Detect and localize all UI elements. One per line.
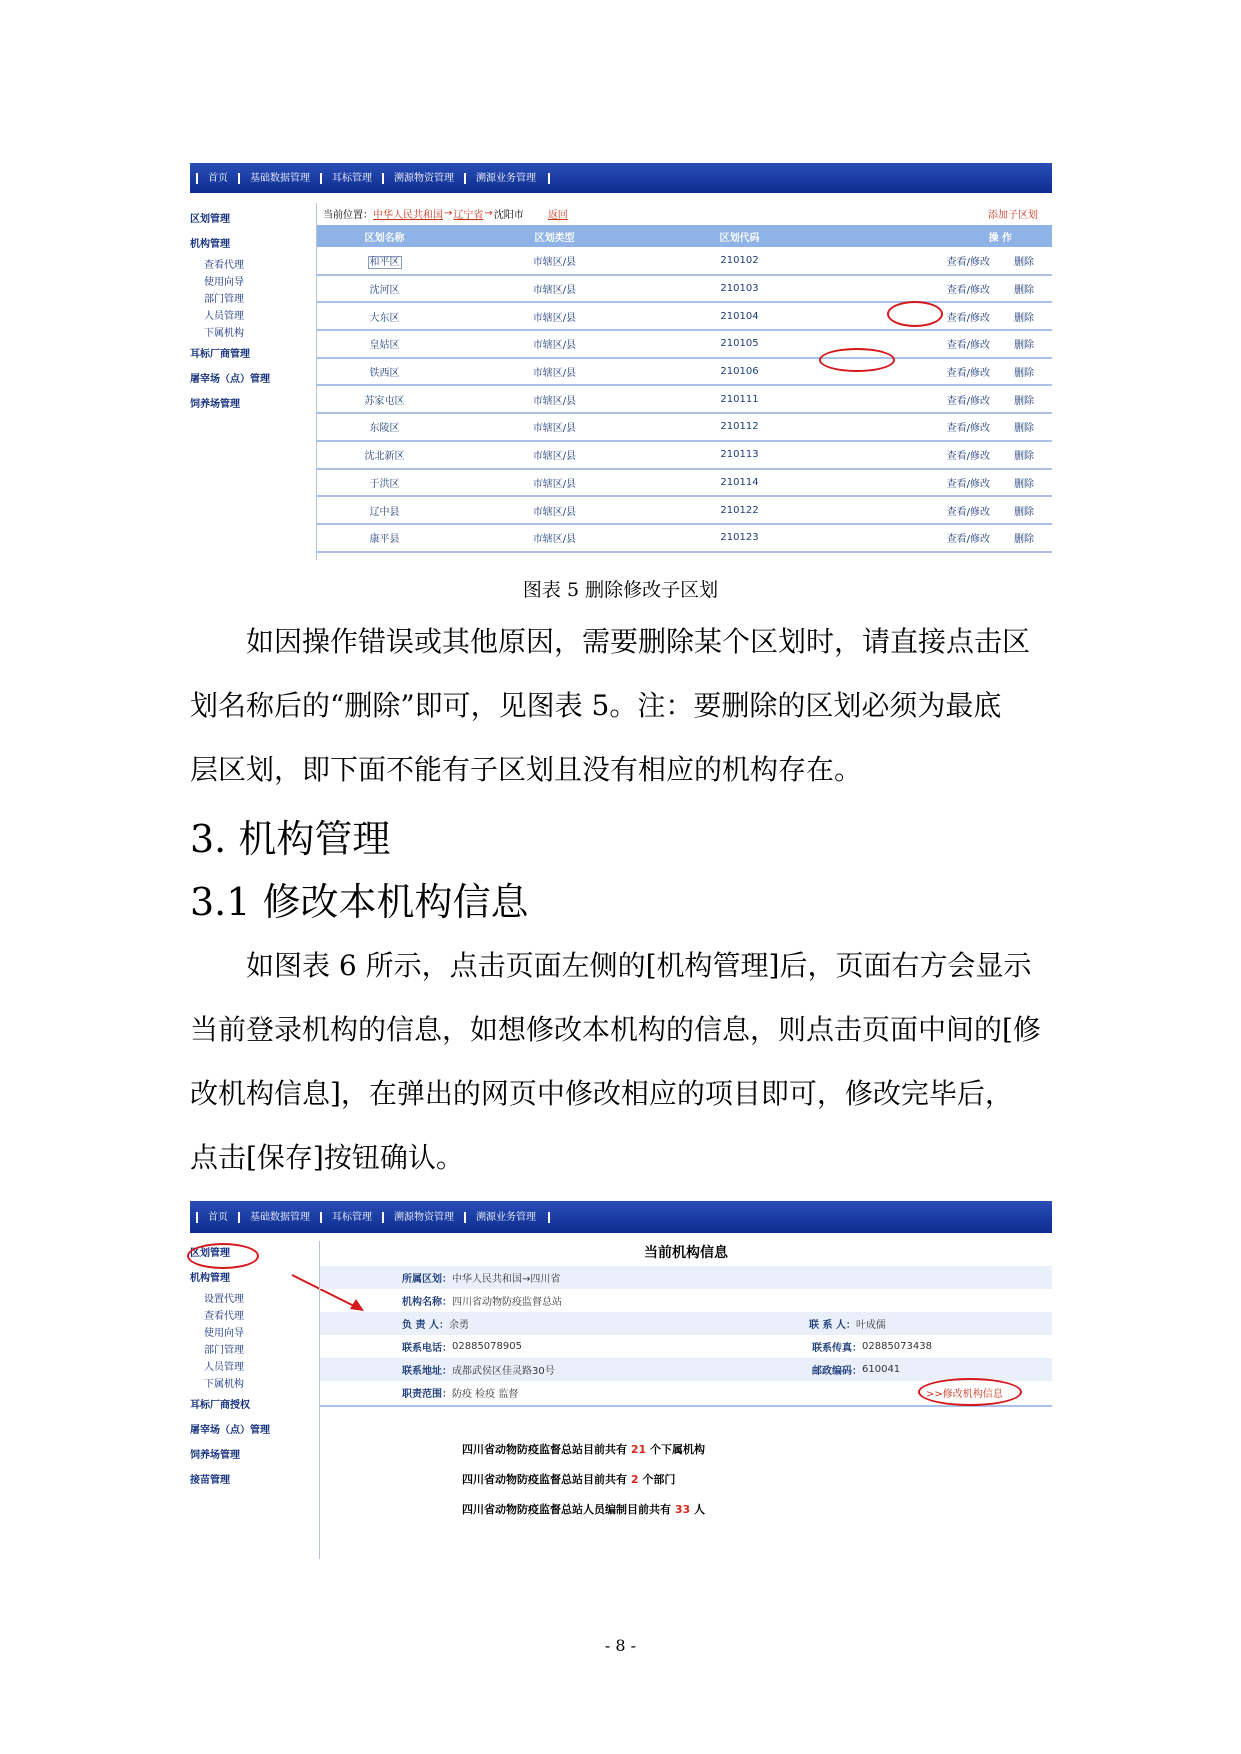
region-code: 210106 — [657, 358, 822, 386]
region-name[interactable] — [317, 247, 452, 275]
text-line: 改机构信息]，在弹出的网页中修改相应的项目即可，修改完毕后， — [190, 1077, 1013, 1110]
nav-trace-business[interactable]: 溯源业务管理 — [464, 173, 546, 184]
org-info-title: 当前机构信息 — [644, 1245, 728, 1261]
table-row — [317, 524, 1052, 552]
summary-staff — [462, 1501, 705, 1517]
highlight-delete-circle — [887, 301, 943, 327]
nav-basic-data[interactable]: 基础数据管理 — [238, 1212, 320, 1223]
contact-value: 叶成儒 — [855, 1320, 886, 1331]
sidebar-sub-staff[interactable]: 人员管理 — [204, 1362, 244, 1373]
text-line: 当前登录机构的信息，如想修改本机构的信息，则点击页面中间的[修 — [190, 1013, 1041, 1046]
table-row — [317, 413, 1052, 441]
region-name-text[interactable]: 东陵区 — [369, 423, 400, 435]
leader-value: 余勇 — [448, 1320, 469, 1331]
summary-text: 个部门 — [638, 1473, 676, 1486]
region-name-text[interactable]: 沈河区 — [369, 285, 400, 297]
sidebar-sub-guide[interactable]: 使用向导 — [204, 1328, 244, 1339]
region-name[interactable] — [317, 413, 452, 441]
breadcrumb-city: 沈阳市 — [493, 209, 524, 221]
edit-link[interactable]: 查看/修改 — [946, 534, 990, 546]
region-name[interactable] — [317, 358, 452, 386]
summary-subordinates — [462, 1441, 705, 1457]
summary-text: 个下属机构 — [646, 1443, 705, 1456]
region-name-text[interactable]: 于洪区 — [369, 478, 400, 490]
region-name-text[interactable]: 苏家屯区 — [364, 395, 405, 407]
region-code: 210114 — [657, 469, 822, 497]
region-name[interactable] — [317, 275, 452, 303]
phone-label: 联系电话： — [402, 1343, 452, 1354]
address-value: 成都武侯区佳灵路30号 — [452, 1366, 555, 1377]
table-row — [317, 496, 1052, 524]
delete-link[interactable]: 删除 — [1014, 478, 1034, 490]
region-type: 市辖区/县 — [452, 247, 657, 275]
region-value: 中华人民共和国→四川省 — [452, 1274, 561, 1285]
phone-value: 02885078905 — [452, 1341, 522, 1352]
edit-link[interactable]: 查看/修改 — [946, 368, 990, 380]
page-number: - 8 - — [604, 1636, 637, 1655]
edit-link[interactable]: 查看/修改 — [946, 285, 990, 297]
region-code: 210113 — [657, 441, 822, 469]
col-action: 操 作 — [822, 225, 1052, 247]
region-actions — [822, 496, 1052, 524]
heading-org-management: 3. 机构管理 — [190, 817, 391, 861]
region-actions — [822, 441, 1052, 469]
delete-link[interactable]: 删除 — [1014, 395, 1034, 407]
region-type: 市辖区/县 — [452, 524, 657, 552]
row-address — [320, 1358, 1052, 1381]
region-type: 市辖区/县 — [452, 330, 657, 358]
region-label: 所属区划： — [402, 1274, 452, 1285]
breadcrumb — [323, 205, 1052, 221]
table-header — [317, 225, 1052, 247]
nav-basic-data[interactable]: 基础数据管理 — [238, 173, 320, 184]
region-code: 210102 — [657, 247, 822, 275]
nav-eartag[interactable]: 耳标管理 — [320, 1212, 382, 1223]
top-nav-bar — [190, 163, 1052, 193]
nav-trace-business[interactable]: 溯源业务管理 — [464, 1212, 546, 1223]
summary-text: 四川省动物防疫监督总站目前共有 — [462, 1443, 631, 1456]
sidebar-sub-guide[interactable]: 使用向导 — [204, 277, 244, 288]
text-line: 点击[保存]按钮确认。 — [190, 1141, 464, 1174]
region-name-text[interactable]: 大东区 — [369, 312, 400, 324]
col-code: 区划代码 — [657, 225, 822, 247]
region-actions — [822, 469, 1052, 497]
zip-label: 邮政编码： — [812, 1366, 862, 1377]
add-subregion-link[interactable]: 添加子区划 — [988, 209, 1038, 221]
edit-link[interactable]: 查看/修改 — [946, 423, 990, 435]
summary-text: 人 — [690, 1503, 705, 1516]
zip-value: 610041 — [862, 1364, 901, 1375]
region-name-text[interactable]: 铁西区 — [369, 368, 400, 380]
region-type: 市辖区/县 — [452, 302, 657, 330]
table-row — [317, 358, 1052, 386]
edit-link[interactable]: 查看/修改 — [946, 506, 990, 518]
highlight-edit-circle — [819, 348, 895, 372]
nav-trace-material[interactable]: 溯源物资管理 — [382, 173, 464, 184]
edit-link[interactable]: 查看/修改 — [946, 340, 990, 352]
region-type: 市辖区/县 — [452, 275, 657, 303]
region-code: 210105 — [657, 330, 822, 358]
contact-label: 联 系 人： — [808, 1320, 856, 1331]
edit-link[interactable]: 查看/修改 — [946, 451, 990, 463]
nav-divider — [548, 173, 550, 184]
row-leader — [320, 1312, 1052, 1335]
col-type: 区划类型 — [452, 225, 657, 247]
arrow-icon: → — [444, 207, 453, 219]
sidebar-sub-view-proxy[interactable]: 查看代理 — [204, 260, 244, 271]
region-name[interactable] — [317, 330, 452, 358]
delete-link[interactable]: 删除 — [1014, 368, 1034, 380]
sidebar-item-vaccine[interactable]: 接苗管理 — [190, 1475, 230, 1486]
summary-text: 四川省动物防疫监督总站人员编制目前共有 — [462, 1503, 675, 1516]
screenshot-region-management — [190, 163, 1052, 560]
region-name-text[interactable]: 和平区 — [369, 256, 400, 268]
highlight-edit-link-circle — [918, 1378, 1022, 1406]
org-name-value: 四川省动物防疫监督总站 — [452, 1297, 562, 1308]
region-type: 市辖区/县 — [452, 496, 657, 524]
table-row — [317, 330, 1052, 358]
col-name: 区划名称 — [317, 225, 452, 247]
text-line: 如因操作错误或其他原因，需要删除某个区划时，请直接点击区 — [246, 625, 1031, 658]
region-actions — [822, 275, 1052, 303]
region-name[interactable] — [317, 524, 452, 552]
sidebar-sub-subordinate[interactable]: 下属机构 — [204, 1379, 244, 1390]
region-type: 市辖区/县 — [452, 358, 657, 386]
region-type: 市辖区/县 — [452, 441, 657, 469]
region-actions — [822, 413, 1052, 441]
delete-link[interactable]: 删除 — [1014, 312, 1034, 324]
nav-divider — [548, 1212, 550, 1223]
row-region — [320, 1266, 1052, 1289]
edit-org-info-link[interactable]: >>修改机构信息 — [926, 1389, 1003, 1400]
table-row — [317, 441, 1052, 469]
summary-number: 2 — [630, 1473, 639, 1486]
sidebar-item-org[interactable]: 机构管理 — [190, 1273, 230, 1284]
region-code: 210104 — [657, 302, 822, 330]
breadcrumb-province[interactable]: 辽宁省 — [453, 209, 484, 221]
sidebar-item-eartag-vendor[interactable]: 耳标厂商管理 — [190, 349, 250, 360]
divider — [320, 1405, 1052, 1407]
sidebar-item-slaughterhouse[interactable]: 屠宰场（点）管理 — [190, 374, 270, 385]
breadcrumb-country[interactable]: 中华人民共和国 — [373, 209, 443, 221]
region-name[interactable] — [317, 469, 452, 497]
region-name[interactable] — [317, 496, 452, 524]
top-nav-bar — [190, 1201, 1052, 1233]
edit-link[interactable]: 查看/修改 — [946, 312, 990, 324]
text-line: 如图表 6 所示，点击页面左侧的[机构管理]后，页面右方会显示 — [246, 949, 1032, 982]
region-name-text[interactable]: 辽中县 — [369, 506, 400, 518]
summary-departments — [462, 1471, 675, 1487]
fax-label: 联系传真： — [812, 1343, 862, 1354]
region-name[interactable] — [317, 385, 452, 413]
region-type: 市辖区/县 — [452, 385, 657, 413]
region-name-text[interactable]: 康平县 — [369, 534, 400, 546]
text-line: 层区划，即下面不能有子区划且没有相应的机构存在。 — [190, 753, 863, 786]
nav-home[interactable]: 首页 — [196, 173, 238, 184]
table-row — [317, 275, 1052, 303]
edit-link[interactable]: 查看/修改 — [946, 478, 990, 490]
screenshot-org-info — [190, 1201, 1052, 1559]
sidebar-item-slaughterhouse[interactable]: 屠宰场（点）管理 — [190, 1425, 270, 1436]
delete-link[interactable]: 删除 — [1014, 534, 1034, 546]
row-phone — [320, 1335, 1052, 1358]
edit-link[interactable]: 查看/修改 — [946, 395, 990, 407]
row-org-name — [320, 1289, 1052, 1312]
region-code: 210122 — [657, 496, 822, 524]
sidebar — [190, 207, 320, 417]
nav-eartag[interactable]: 耳标管理 — [320, 173, 382, 184]
arrow-icon: → — [484, 207, 493, 219]
text-line: 划名称后的“删除”即可，见图表 5。注：要删除的区划必须为最底 — [190, 689, 1002, 722]
region-code: 210111 — [657, 385, 822, 413]
region-name[interactable] — [317, 441, 452, 469]
table-row — [317, 247, 1052, 275]
highlight-org-circle — [187, 1243, 259, 1269]
sidebar-item-farm[interactable]: 饲养场管理 — [190, 399, 240, 410]
sidebar-sub-subordinate[interactable]: 下属机构 — [204, 328, 244, 339]
sidebar-item-region[interactable]: 区划管理 — [190, 214, 230, 225]
summary-text: 四川省动物防疫监督总站目前共有 — [462, 1473, 631, 1486]
delete-link[interactable]: 删除 — [1014, 506, 1034, 518]
edit-link[interactable]: 查看/修改 — [946, 256, 990, 268]
region-code: 210112 — [657, 413, 822, 441]
summary-number: 33 — [674, 1503, 691, 1516]
region-type: 市辖区/县 — [452, 413, 657, 441]
sidebar-sub-view-proxy[interactable]: 查看代理 — [204, 1311, 244, 1322]
summary-number: 21 — [630, 1443, 647, 1456]
paragraph-delete — [190, 610, 1052, 802]
org-name-label: 机构名称： — [402, 1297, 452, 1308]
region-name-text[interactable]: 沈北新区 — [364, 451, 405, 463]
leader-label: 负 责 人： — [402, 1320, 449, 1331]
region-code: 210123 — [657, 524, 822, 552]
table-row — [317, 469, 1052, 497]
paragraph-modify — [190, 934, 1052, 1190]
address-label: 联系地址： — [402, 1366, 452, 1377]
breadcrumb-prefix: 当前位置： — [323, 209, 373, 221]
region-actions — [822, 385, 1052, 413]
figure5-caption: 图表 5 删除修改子区划 — [522, 579, 719, 601]
scope-label: 职责范围： — [402, 1389, 452, 1400]
table-row — [317, 385, 1052, 413]
delete-link[interactable]: 删除 — [1014, 423, 1034, 435]
delete-link[interactable]: 删除 — [1014, 340, 1034, 352]
sidebar-sub-dept[interactable]: 部门管理 — [204, 294, 244, 305]
back-link[interactable]: 返回 — [547, 209, 568, 221]
nav-trace-material[interactable]: 溯源物资管理 — [382, 1212, 464, 1223]
sidebar-item-org[interactable]: 机构管理 — [190, 239, 230, 250]
delete-link[interactable]: 删除 — [1014, 285, 1034, 297]
region-name[interactable] — [317, 302, 452, 330]
sidebar-item-eartag-auth[interactable]: 耳标厂商授权 — [190, 1400, 250, 1411]
region-name-text[interactable]: 皇姑区 — [369, 340, 400, 352]
sidebar-sub-dept[interactable]: 部门管理 — [204, 1345, 244, 1356]
delete-link[interactable]: 删除 — [1014, 256, 1034, 268]
fax-value: 02885073438 — [862, 1341, 932, 1352]
region-type: 市辖区/县 — [452, 469, 657, 497]
sidebar-sub-staff[interactable]: 人员管理 — [204, 311, 244, 322]
region-actions — [822, 524, 1052, 552]
region-actions — [822, 247, 1052, 275]
heading-modify-org-info: 3.1 修改本机构信息 — [190, 880, 529, 924]
nav-home[interactable]: 首页 — [196, 1212, 238, 1223]
scope-value: 防疫 检疫 监督 — [452, 1389, 519, 1400]
region-table — [317, 225, 1052, 553]
delete-link[interactable]: 删除 — [1014, 451, 1034, 463]
region-code: 210103 — [657, 275, 822, 303]
sidebar-item-farm[interactable]: 饲养场管理 — [190, 1450, 240, 1461]
sidebar-item-region[interactable]: 区划管理 — [190, 1248, 230, 1259]
sidebar-sub-set-proxy[interactable]: 设置代理 — [204, 1294, 244, 1305]
